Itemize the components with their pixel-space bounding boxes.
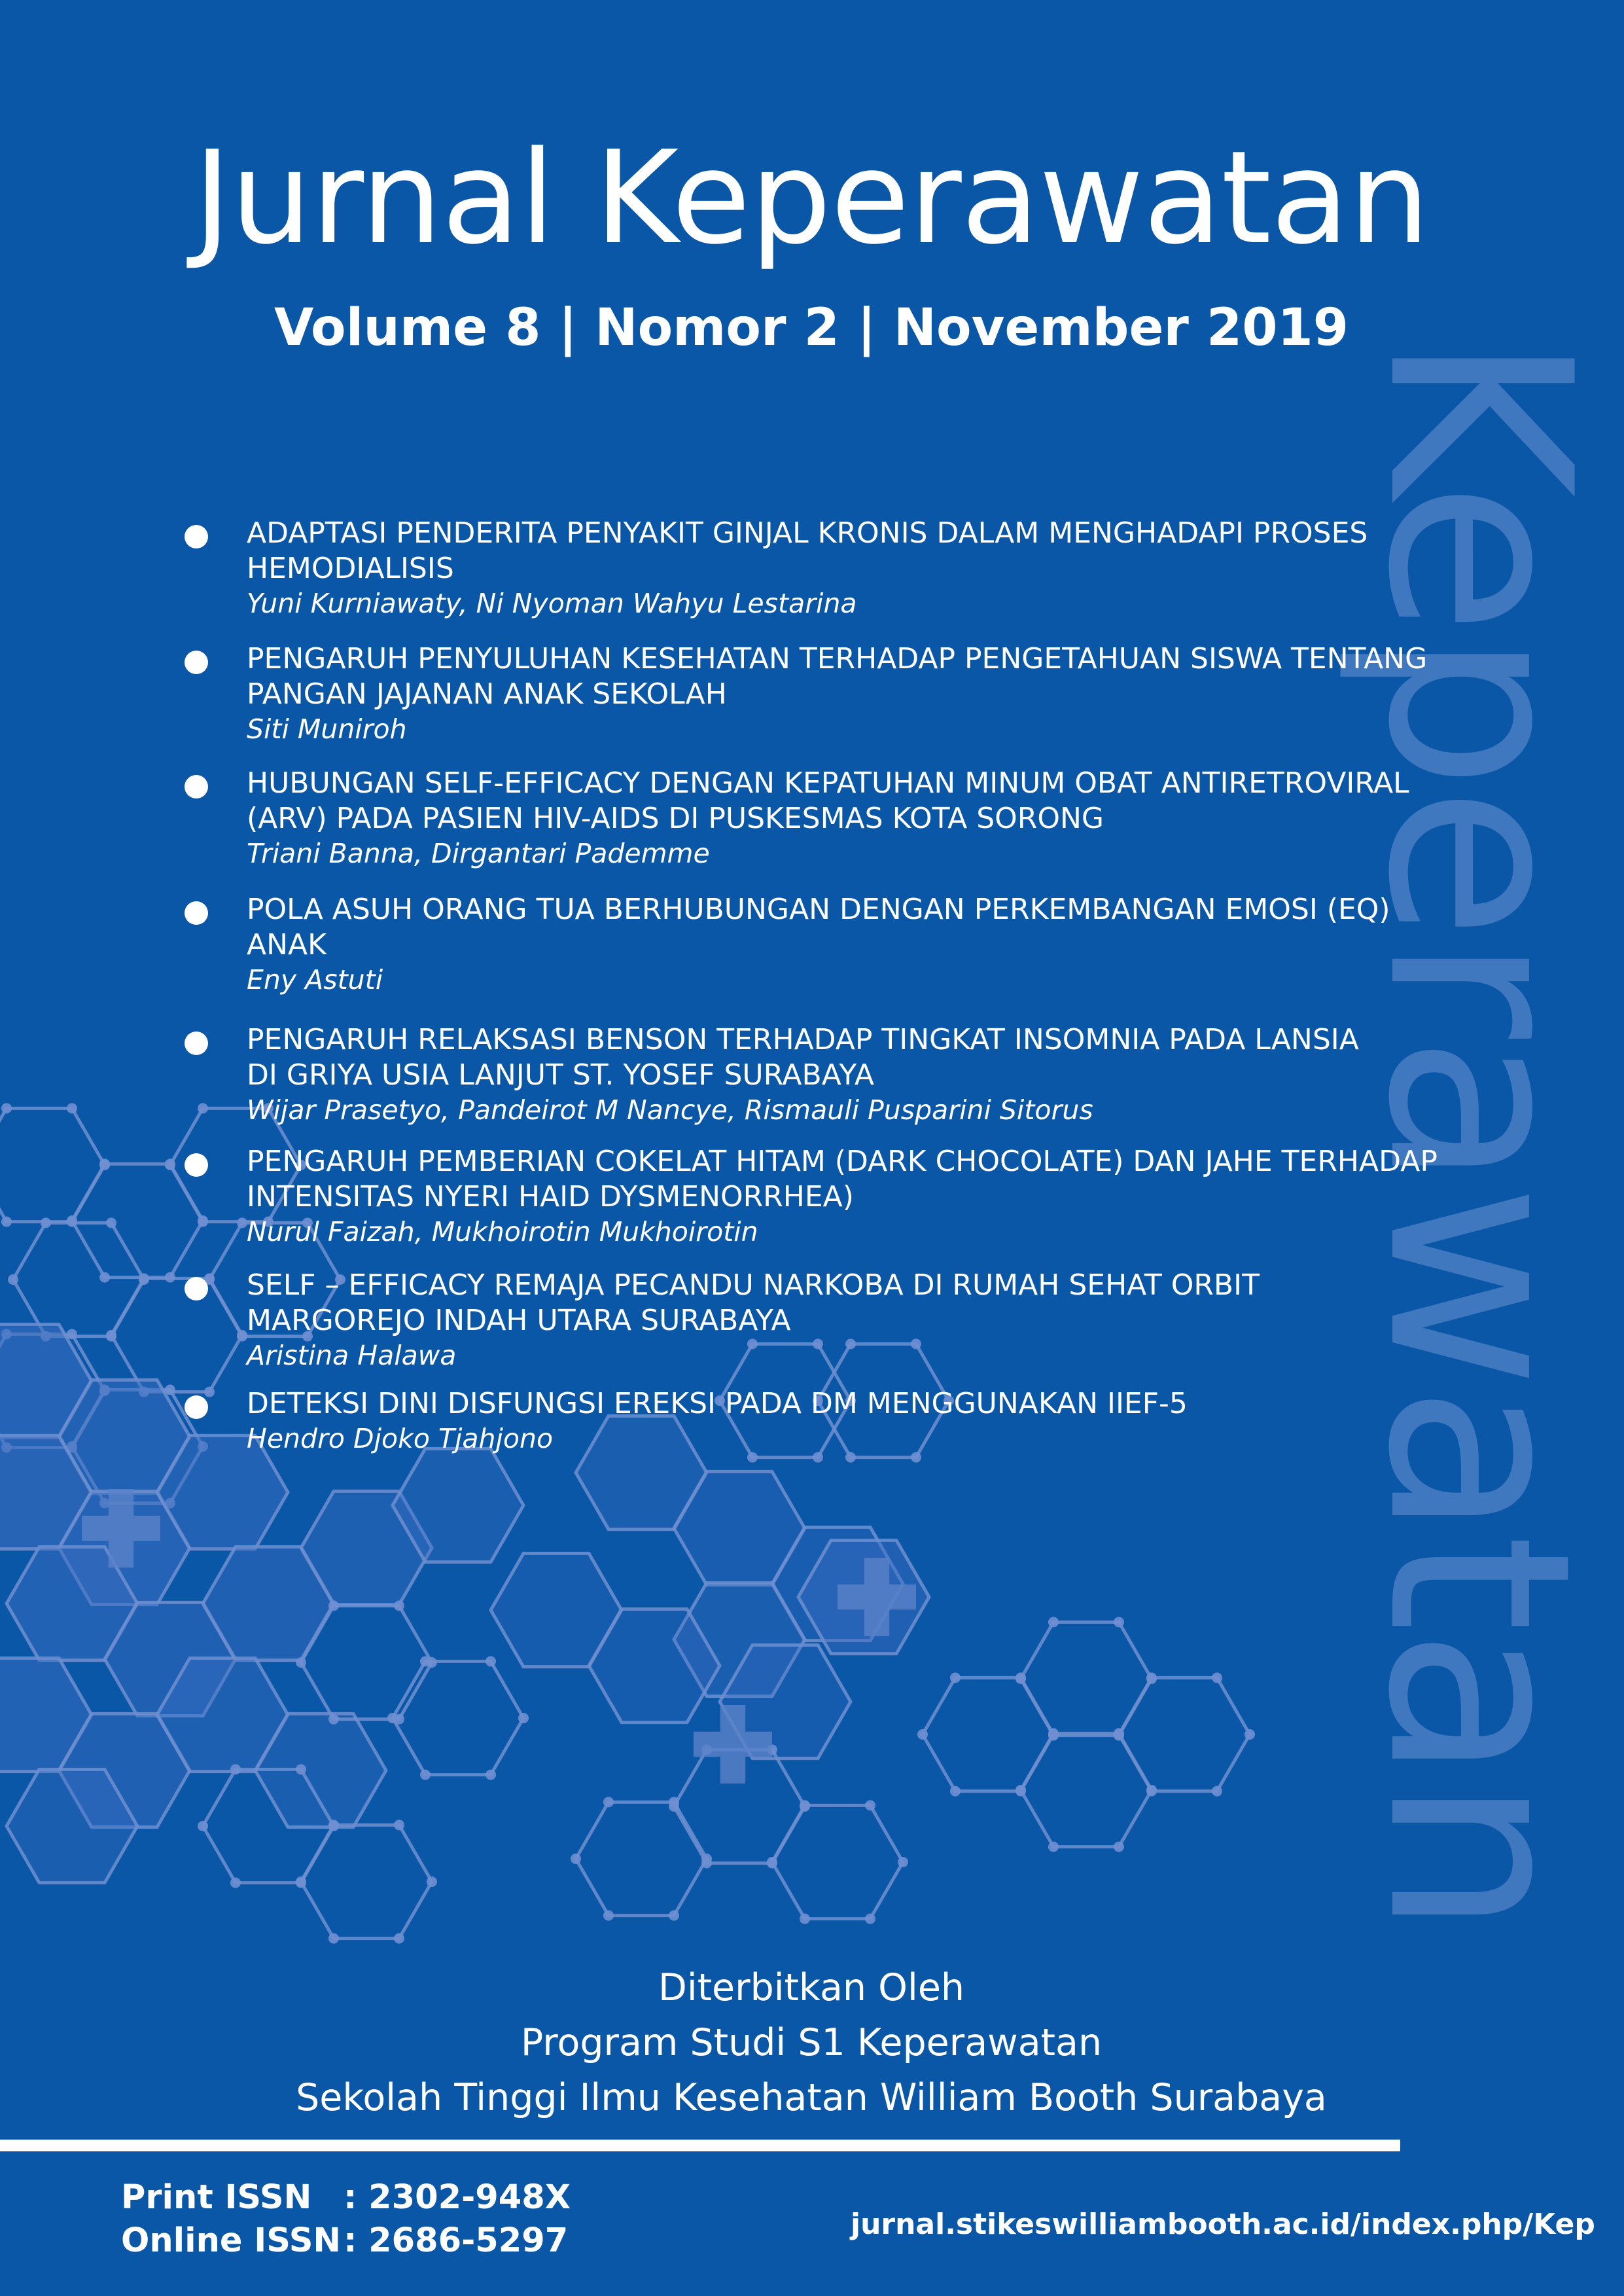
bullet-icon: [185, 1031, 208, 1055]
hexagon-node: [427, 1876, 437, 1887]
hexagon-outline: [1021, 1622, 1152, 1735]
hexagon-node: [865, 1800, 875, 1810]
hexagon-node: [1146, 1786, 1157, 1797]
hexagon-node: [1114, 1617, 1124, 1627]
hexagon-outline: [1119, 1677, 1250, 1791]
hexagon-node: [230, 1878, 241, 1888]
hexagon-node: [800, 1914, 810, 1924]
hexagon-node: [669, 1910, 679, 1921]
hexagon-node: [1212, 1672, 1222, 1683]
print-issn-label: Print ISSN: [121, 2178, 312, 2217]
bullet-icon: [185, 525, 208, 548]
article-item: [185, 892, 1572, 997]
bullet-icon: [185, 1277, 208, 1300]
hexagon-node: [865, 1914, 875, 1924]
hexagon-node: [950, 1786, 961, 1797]
watermark-text: Keperawatan: [1333, 334, 1624, 1932]
hexagon-node: [1114, 1729, 1124, 1740]
article-title: DETEKSI DINI DISFUNGSI EREKSI PADA DM MENGGUNAKAN IIEF-5: [247, 1387, 1188, 1420]
article-item: [185, 641, 1572, 746]
article-title: HUBUNGAN SELF-EFFICACY DENGAN KEPATUHAN MINUM OBAT ANTIRETROVIRAL: [247, 766, 1409, 800]
article-title-continued: (ARV) PADA PASIEN HIV-AIDS DI PUSKESMAS KOTA SORONG: [247, 802, 1104, 835]
article-authors: Aristina Halawa: [247, 1340, 457, 1371]
online-issn-value: : 2686-5297: [344, 2221, 569, 2260]
hexagon-outline: [576, 1802, 707, 1915]
article-title: ADAPTASI PENDERITA PENYAKIT GINJAL KRONIS DALAM MENGHADAPI PROSES: [247, 516, 1368, 550]
bullet-icon: [185, 1395, 208, 1419]
hexagon-node: [328, 1820, 339, 1830]
article-title-continued: INTENSITAS NYERI HAID DYSMENORRHEA): [247, 1180, 854, 1213]
publisher-heading: Diterbitkan Oleh: [658, 1966, 965, 2009]
hexagon-node: [571, 1854, 581, 1864]
hexagon-node: [898, 1857, 908, 1867]
bullet-icon: [185, 775, 208, 798]
issn-block: [121, 2176, 571, 2263]
publisher-institution: Sekolah Tinggi Ilmu Kesehatan William Booth Surabaya: [296, 2076, 1327, 2119]
article-title-continued: ANAK: [247, 928, 327, 961]
article-authors: Triani Banna, Dirgantari Pademme: [247, 838, 710, 869]
article-item: [185, 1268, 1572, 1372]
hexagon-node: [420, 1770, 431, 1780]
hexagon-outline: [301, 1825, 432, 1938]
hexagon-node: [1048, 1731, 1059, 1741]
online-issn: [121, 2219, 571, 2263]
hexagon-node: [296, 1876, 306, 1887]
article-title-continued: HEMODIALISIS: [247, 552, 454, 585]
issue-line: Volume 8 | Nomor 2 | November 2019: [274, 298, 1349, 357]
hexagon-node: [669, 1797, 679, 1807]
article-item: [185, 1386, 1572, 1456]
article-authors: Eny Astuti: [247, 964, 383, 996]
article-title: PENGARUH RELAKSASI BENSON TERHADAP TINGKAT INSOMNIA PADA LANSIA: [247, 1023, 1359, 1056]
article-title: POLA ASUH ORANG TUA BERHUBUNGAN DENGAN PERKEMBANGAN EMOSI (EQ): [247, 893, 1390, 926]
hexagon-node: [1244, 1729, 1255, 1740]
hexagon-node: [328, 1600, 339, 1611]
print-issn-value: : 2302-948X: [344, 2178, 571, 2217]
hexagon-outline: [923, 1677, 1053, 1791]
hexagon-node: [1212, 1786, 1222, 1797]
hexagon-node: [1146, 1672, 1157, 1683]
journal-title: Jurnal Keperawatan: [193, 124, 1430, 273]
article-title: PENGARUH PEMBERIAN COKELAT HITAM (DARK CHOCOLATE) DAN JAHE TERHADAP: [247, 1145, 1438, 1178]
hexagon-node: [230, 1764, 241, 1774]
hexagon-node: [394, 1600, 404, 1611]
hexagon-node: [767, 1857, 777, 1867]
hexagon-outline: [393, 1661, 523, 1774]
article-item: [185, 516, 1572, 620]
article-authors: Yuni Kurniawaty, Ni Nyoman Wahyu Lestarina: [247, 588, 857, 619]
bullet-icon: [185, 1153, 208, 1177]
hexagon-node: [701, 1854, 712, 1864]
journal-url: jurnal.stikeswilliambooth.ac.id/index.php/Kep: [851, 2208, 1595, 2241]
hexagon-node: [387, 1713, 398, 1723]
bullet-icon: [185, 651, 208, 674]
article-title: SELF – EFFICACY REMAJA PECANDU NARKOBA DI RUMAH SEHAT ORBIT: [247, 1268, 1260, 1302]
article-title: PENGARUH PENYULUHAN KESEHATAN TERHADAP PENGETAHUAN SISWA TENTANG: [247, 642, 1428, 675]
hexagon-node: [485, 1656, 496, 1666]
hexagon-node: [917, 1729, 928, 1740]
hexagon-node: [328, 1933, 339, 1944]
hexagon-node: [1048, 1617, 1059, 1627]
article-title-continued: MARGOREJO INDAH UTARA SURABAYA: [247, 1304, 791, 1337]
hexagon-node: [394, 1933, 404, 1944]
hexagon-node: [420, 1656, 431, 1666]
article-title-continued: PANGAN JAJANAN ANAK SEKOLAH: [247, 677, 727, 711]
online-issn-label: Online ISSN: [121, 2221, 342, 2260]
hexagon-node: [800, 1800, 810, 1810]
hexagon-node: [1048, 1842, 1059, 1852]
hexagon-node: [328, 1714, 339, 1725]
bullet-icon: [185, 901, 208, 925]
hexagon-node: [1015, 1785, 1026, 1795]
hexagon-node: [1114, 1842, 1124, 1852]
hexagon-node: [603, 1910, 614, 1921]
hexagon-outline: [1021, 1733, 1152, 1846]
hexagon-node: [603, 1797, 614, 1807]
publisher-program: Program Studi S1 Keperawatan: [520, 2021, 1103, 2064]
article-authors: Hendro Djoko Tjahjono: [247, 1423, 554, 1454]
article-item: [185, 1144, 1572, 1249]
hexagon-node: [518, 1713, 529, 1723]
footer-divider: [0, 2140, 1400, 2151]
article-item: [185, 766, 1572, 870]
print-issn: [121, 2176, 571, 2219]
publisher-block: [0, 1960, 1623, 2125]
article-authors: Siti Muniroh: [247, 713, 407, 745]
article-authors: Wijar Prasetyo, Pandeirot M Nancye, Rismauli Pusparini Sitorus: [247, 1094, 1093, 1126]
hexagon-node: [198, 1821, 208, 1831]
article-title-continued: DI GRIYA USIA LANJUT ST. YOSEF SURABAYA: [247, 1058, 874, 1092]
hexagon-node: [1015, 1674, 1026, 1684]
hexagon-node: [394, 1820, 404, 1830]
hexagon-node: [296, 1657, 306, 1668]
article-authors: Nurul Faizah, Mukhoirotin Mukhoirotin: [247, 1216, 758, 1247]
hexagon-node: [296, 1764, 306, 1774]
hexagon-node: [950, 1672, 961, 1683]
hexagon-node: [485, 1770, 496, 1780]
hexagon-outline: [772, 1805, 903, 1918]
article-item: [185, 1022, 1572, 1127]
